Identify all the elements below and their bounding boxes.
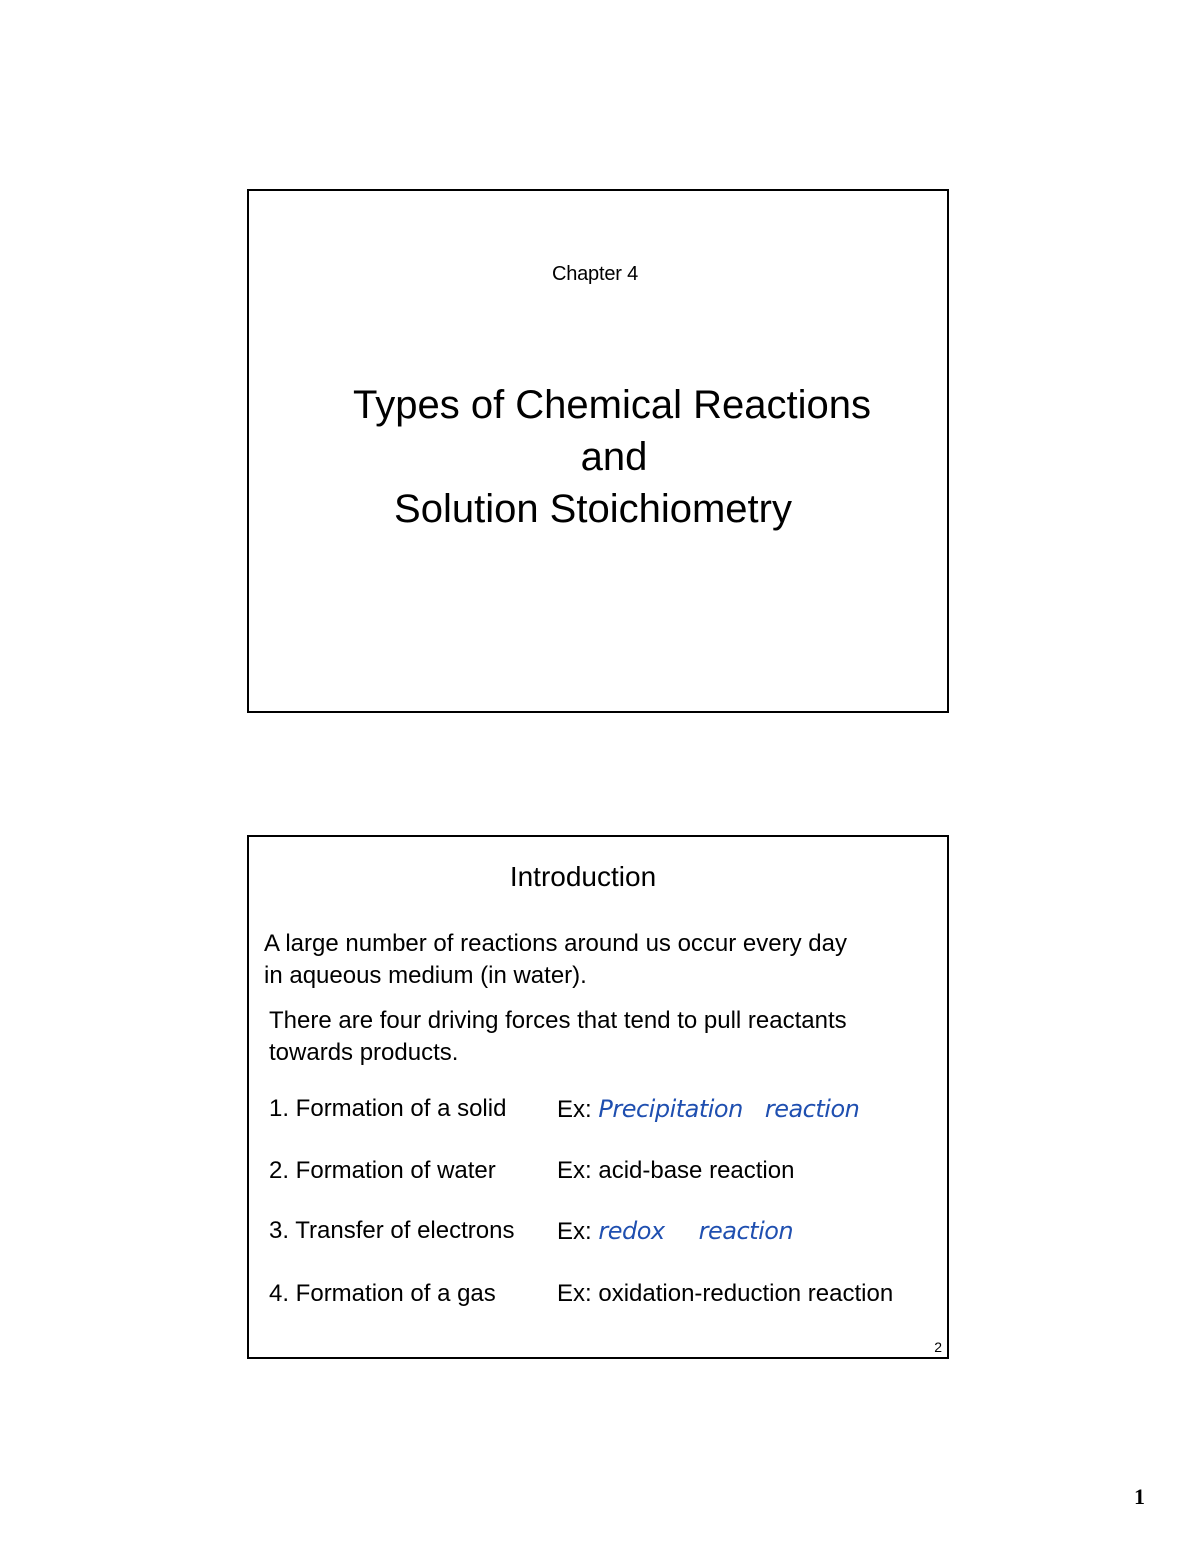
title-line-1: Types of Chemical Reactions — [352, 383, 871, 427]
list-item-label: 1. Formation of a solid — [269, 1095, 507, 1122]
page-number: 1 — [1134, 1484, 1145, 1509]
slide-2 — [247, 835, 949, 1359]
list-item-example — [557, 1216, 793, 1247]
title-line-3: Solution Stoichiometry — [394, 487, 792, 531]
list-item-label: 3. Transfer of electrons — [269, 1217, 515, 1244]
slide-1 — [247, 189, 949, 713]
example-prefix: Ex: — [557, 1218, 592, 1245]
list-item-example: Ex: oxidation-reduction reaction — [557, 1280, 894, 1307]
list-item — [269, 1156, 795, 1186]
handwritten-annotation: Precipitation — [598, 1095, 743, 1123]
handwritten-annotation: reaction — [698, 1217, 794, 1245]
paragraph-2 — [269, 1005, 847, 1069]
list-item — [269, 1216, 794, 1246]
paragraph-1 — [264, 928, 847, 992]
title-line-2: and — [580, 435, 648, 479]
list-item-label: 2. Formation of water — [269, 1157, 496, 1184]
slide-heading: Introduction — [509, 861, 657, 892]
list-item-label: 4. Formation of a gas — [269, 1280, 496, 1307]
slide-title — [249, 379, 947, 535]
example-prefix: Ex: — [557, 1096, 592, 1123]
handwritten-annotation: reaction — [764, 1095, 860, 1123]
list-item-example: Ex: acid-base reaction — [557, 1157, 795, 1184]
paragraph-1-line-2: in aqueous medium (in water). — [264, 962, 587, 989]
chapter-label: Chapter 4 — [551, 263, 639, 285]
list-item — [269, 1279, 894, 1309]
paragraph-2-line-2: towards products. — [269, 1039, 459, 1066]
handwritten-annotation: redox — [598, 1217, 665, 1245]
list-item-example — [557, 1094, 859, 1125]
paragraph-2-line-1: There are four driving forces that tend to pull reactants — [269, 1007, 847, 1034]
slide-number: 2 — [934, 1339, 942, 1355]
list-item — [269, 1094, 860, 1124]
paragraph-1-line-1: A large number of reactions around us occur every day — [264, 930, 847, 957]
